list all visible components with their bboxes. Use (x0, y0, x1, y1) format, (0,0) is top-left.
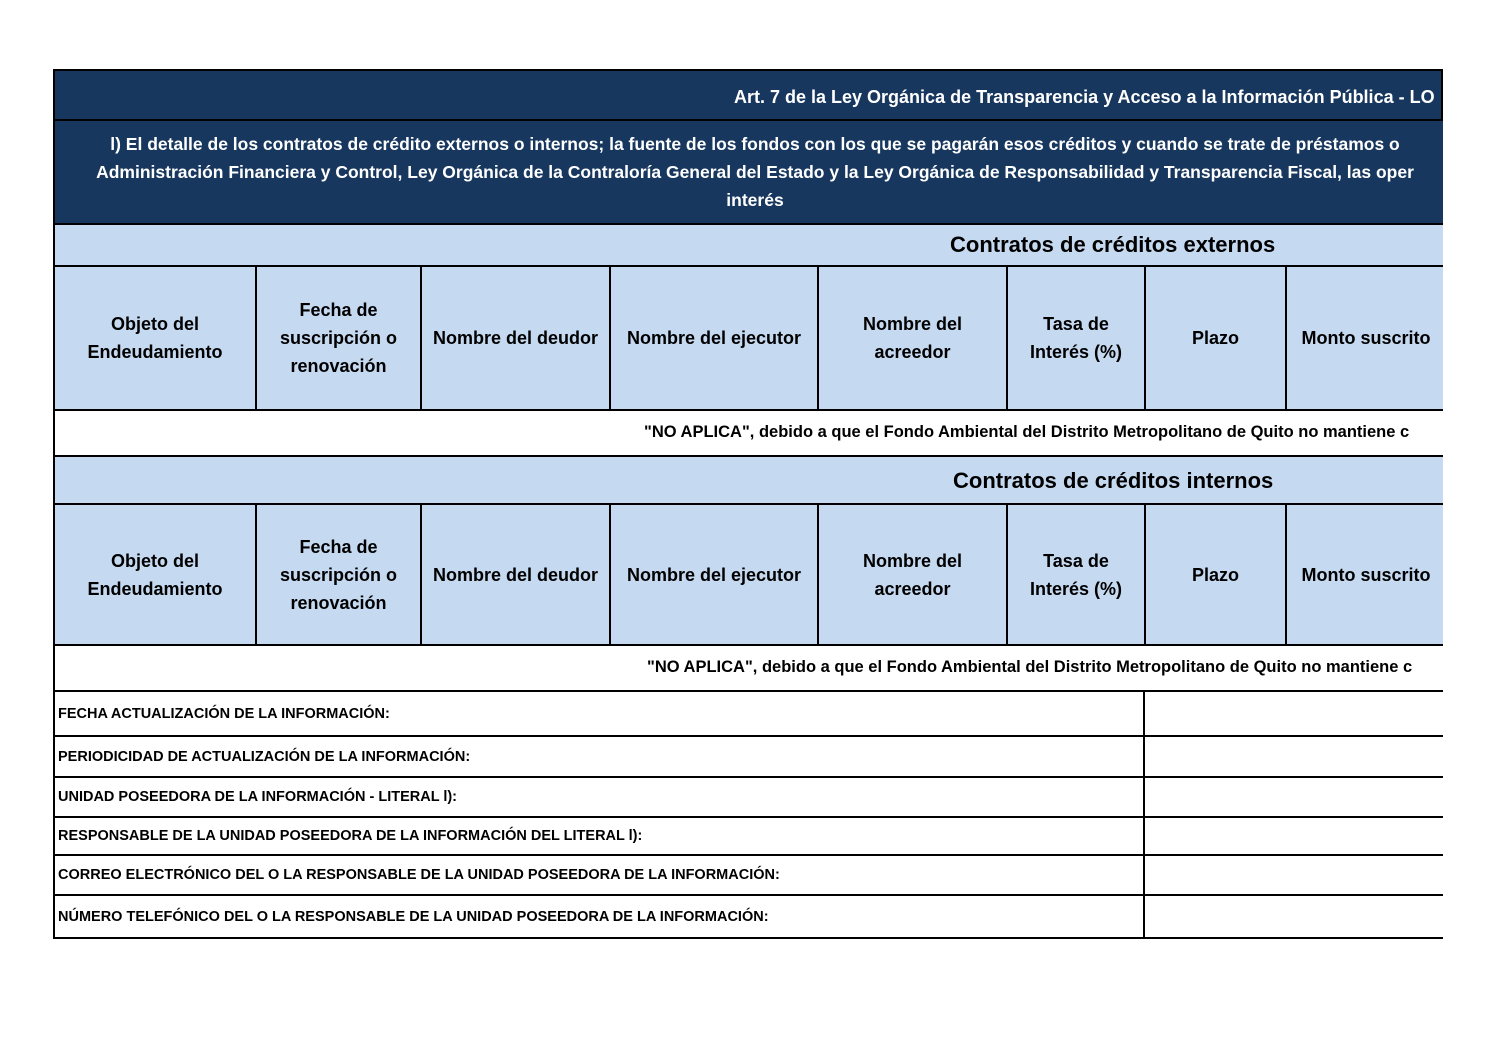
col-deudor: Nombre del deudor (422, 267, 611, 409)
no-aplica-row (53, 411, 1443, 457)
col-monto: Monto suscrito (1287, 505, 1443, 644)
info-row-fecha (53, 692, 1443, 737)
description-line: Administración Financiera y Control, Ley Orgánica de la Contraloría General del Estado y la Ley Orgánica de Responsabilidad y Transparencia Fiscal, las oper (96, 162, 1414, 182)
info-label: FECHA ACTUALIZACIÓN DE LA INFORMACIÓN: (58, 705, 390, 722)
col-plazo: Plazo (1146, 505, 1287, 644)
info-row-correo (53, 856, 1443, 896)
info-value (1143, 737, 1443, 776)
col-fecha: Fecha de suscripción o renovación (257, 505, 422, 644)
info-value (1143, 896, 1443, 937)
info-value (1143, 818, 1443, 854)
description-text (53, 130, 1443, 214)
col-tasa: Tasa de Interés (%) (1008, 267, 1146, 409)
col-acreedor: Nombre del acreedor (819, 505, 1008, 644)
no-aplica-row (53, 646, 1443, 692)
info-row-responsable (53, 818, 1443, 856)
col-objeto: Objeto del Endeudamiento (55, 505, 257, 644)
info-row-unidad (53, 778, 1443, 818)
info-row-periodicidad (53, 737, 1443, 778)
info-row-telefono (53, 896, 1443, 939)
description-line: interés (726, 190, 784, 210)
title-row (53, 69, 1443, 121)
description-row (53, 121, 1443, 225)
info-label: UNIDAD POSEEDORA DE LA INFORMACIÓN - LITERAL l): (58, 789, 458, 805)
col-deudor: Nombre del deudor (422, 505, 611, 644)
no-aplica-note: "NO APLICA", debido a que el Fondo Ambiental del Distrito Metropolitano de Quito no mantiene c (647, 658, 1413, 676)
info-value (1143, 778, 1443, 816)
info-value (1143, 856, 1443, 894)
col-plazo: Plazo (1146, 267, 1287, 409)
column-header-row (53, 505, 1443, 646)
transparency-sheet (53, 69, 1443, 939)
section-title: Contratos de créditos externos (950, 232, 1276, 257)
info-label: PERIODICIDAD DE ACTUALIZACIÓN DE LA INFORMACIÓN: (58, 748, 471, 765)
col-ejecutor: Nombre del ejecutor (611, 267, 819, 409)
col-fecha: Fecha de suscripción o renovación (257, 267, 422, 409)
section-title: Contratos de créditos internos (953, 468, 1274, 493)
col-monto: Monto suscrito (1287, 267, 1443, 409)
info-label: NÚMERO TELEFÓNICO DEL O LA RESPONSABLE DE LA UNIDAD POSEEDORA DE LA INFORMACIÓN: (58, 908, 769, 925)
no-aplica-note: "NO APLICA", debido a que el Fondo Ambiental del Distrito Metropolitano de Quito no mantiene c (644, 423, 1410, 441)
page-title: Art. 7 de la Ley Orgánica de Transparencia y Acceso a la Información Pública - LO (734, 87, 1435, 107)
description-line: l) El detalle de los contratos de crédito externos o internos; la fuente de los fondos con los que se pagarán esos créditos y cuando se trate de préstamos o (110, 134, 1400, 154)
column-header-row (53, 267, 1443, 411)
section-header-externos (53, 225, 1443, 267)
info-label: CORREO ELECTRÓNICO DEL O LA RESPONSABLE DE LA UNIDAD POSEEDORA DE LA INFORMACIÓN: (58, 867, 780, 883)
col-objeto: Objeto del Endeudamiento (55, 267, 257, 409)
col-tasa: Tasa de Interés (%) (1008, 505, 1146, 644)
col-ejecutor: Nombre del ejecutor (611, 505, 819, 644)
info-value (1143, 692, 1443, 735)
col-acreedor: Nombre del acreedor (819, 267, 1008, 409)
info-label: RESPONSABLE DE LA UNIDAD POSEEDORA DE LA INFORMACIÓN DEL LITERAL l): (58, 828, 643, 844)
section-header-internos (53, 457, 1443, 505)
